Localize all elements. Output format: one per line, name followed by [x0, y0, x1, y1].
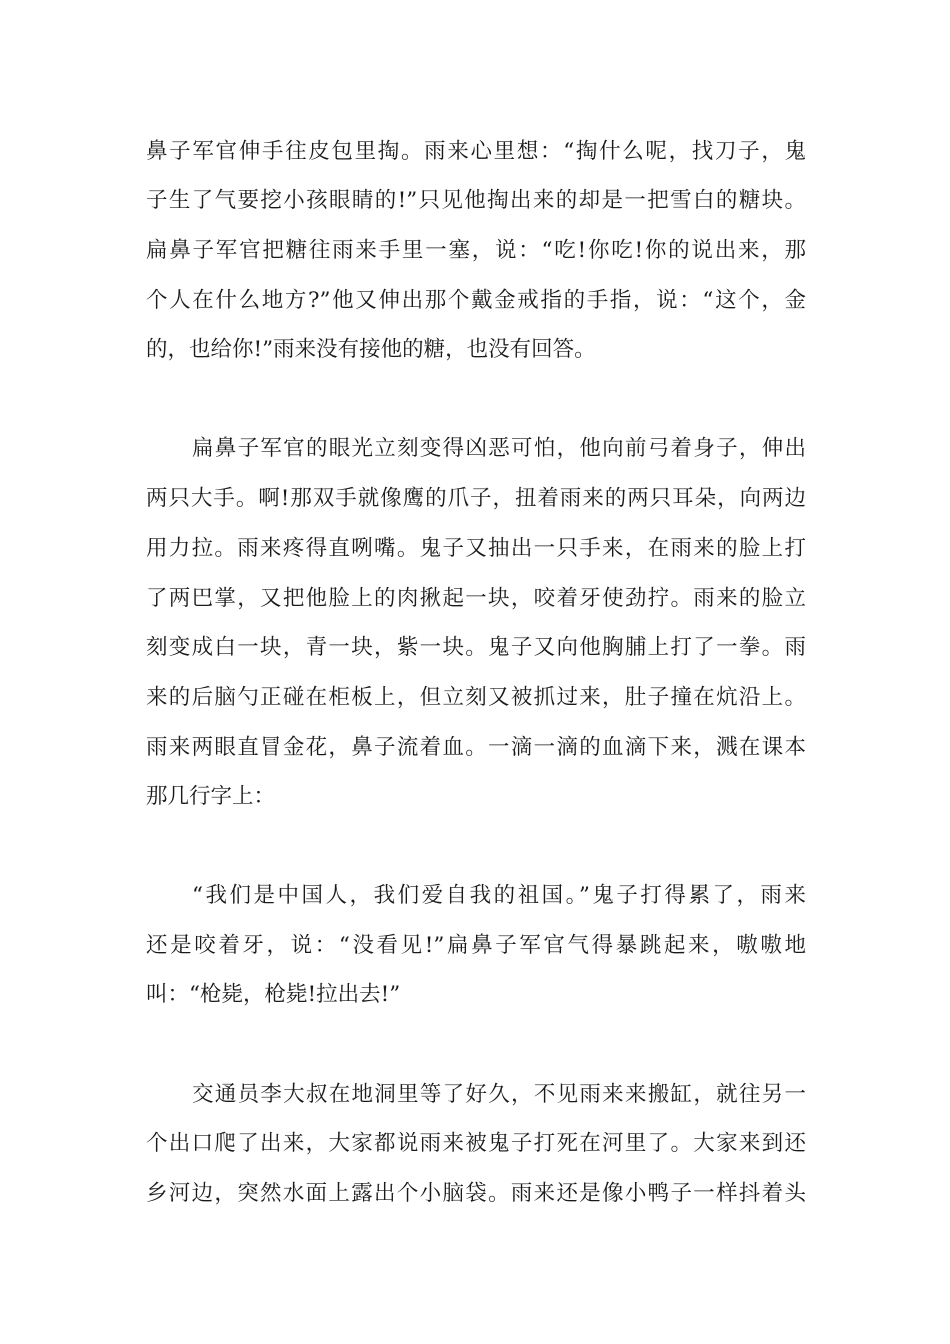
- paragraph-2-line-8: 那几行字上：: [146, 784, 276, 809]
- paragraph-1-line-3: 扁鼻子军官把糖往雨来手里一塞，说：“吃!你吃!你的说出来，那: [146, 238, 806, 263]
- paragraph-2-line-7: 雨来两眼直冒金花，鼻子流着血。一滴一滴的血滴下来，溅在课本: [146, 735, 806, 760]
- paragraph-2-line-2: 两只大手。啊!那双手就像鹰的爪子，扭着雨来的两只耳朵，向两边: [146, 486, 806, 511]
- paragraph-2-line-1: 扁鼻子军官的眼光立刻变得凶恶可怕，他向前弓着身子，伸出: [192, 436, 806, 461]
- paragraph-3-line-2: 还是咬着牙，说：“没看见!”扁鼻子军官气得暴跳起来，嗷嗷地: [146, 933, 806, 958]
- paragraph-2-line-4: 了两巴掌，又把他脸上的肉揪起一块，咬着牙使劲拧。雨来的脸立: [146, 586, 806, 611]
- paragraph-3-line-3: 叫：“枪毙，枪毙!拉出去!”: [146, 982, 401, 1007]
- paragraph-4-line-1: 交通员李大叔在地洞里等了好久，不见雨来来搬缸，就往另一: [192, 1082, 806, 1107]
- paragraph-2-line-3: 用力拉。雨来疼得直咧嘴。鬼子又抽出一只手来，在雨来的脸上打: [146, 536, 806, 561]
- paragraph-2-line-5: 刻变成白一块，青一块，紫一块。鬼子又向他胸脯上打了一拳。雨: [146, 635, 806, 660]
- paragraph-1-line-1: 鼻子军官伸手往皮包里掏。雨来心里想：“掏什么呢，找刀子，鬼: [146, 139, 806, 164]
- paragraph-4-line-2: 个出口爬了出来，大家都说雨来被鬼子打死在河里了。大家来到还: [146, 1131, 806, 1156]
- paragraph-1-line-2: 子生了气要挖小孩眼睛的!”只见他掏出来的却是一把雪白的糖块。: [146, 188, 806, 213]
- paragraph-2-line-6: 来的后脑勺正碰在柜板上，但立刻又被抓过来，肚子撞在炕沿上。: [146, 685, 806, 710]
- paragraph-3-line-1: “我们是中国人，我们爱自我的祖国。”鬼子打得累了，雨来: [192, 883, 806, 908]
- paragraph-1-line-5: 的，也给你!”雨来没有接他的糖，也没有回答。: [146, 337, 596, 362]
- paragraph-1-line-4: 个人在什么地方?”他又伸出那个戴金戒指的手指，说：“这个，金: [146, 288, 806, 313]
- paragraph-4-line-3: 乡河边，突然水面上露出个小脑袋。雨来还是像小鸭子一样抖着头: [146, 1181, 806, 1206]
